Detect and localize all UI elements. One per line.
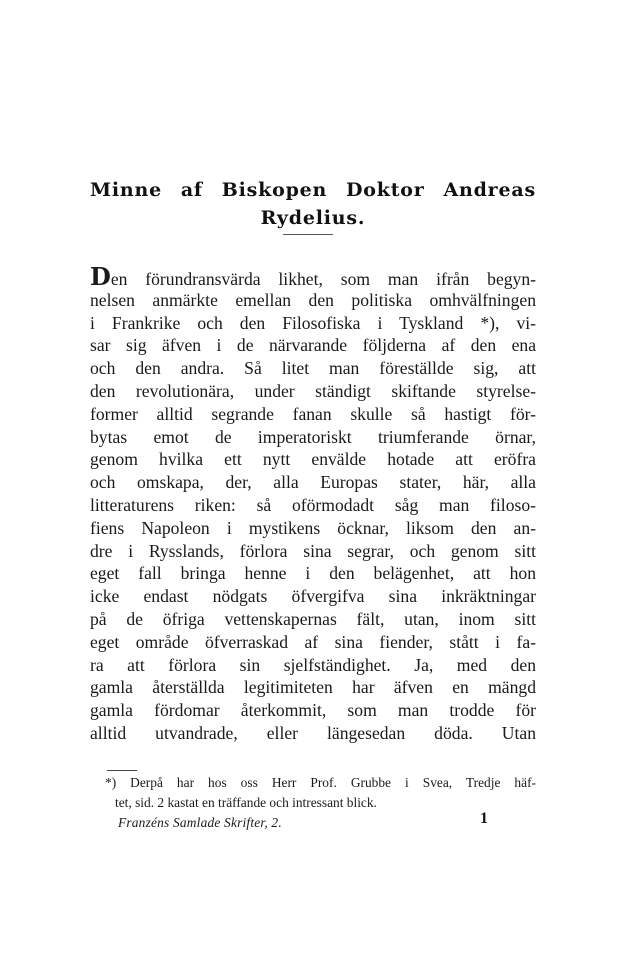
text-line: och den andra. Så litet man föreställde sig, att [90,358,536,379]
text-line: gamla fördomar återkommit, som man trodde för [90,700,536,721]
text-line: fiens Napoleon i mystikens öcknar, liksom den an- [90,517,536,538]
text-line: litteraturens riken: så oförmodadt såg man filoso- [90,494,536,515]
text-line-content: en förundransvärda likhet, som man ifrån begyn- [110,269,536,289]
text-line: icke endast nödgats öfvergifva sina inkräktningar [90,586,536,607]
title-separator-rule [283,234,333,235]
text-line: sar sig äfven i de närvarande följderna af den ena [90,335,536,356]
text-line: och omskapa, der, alla Europas stater, här, alla [90,472,536,493]
text-line: genom hvilka ett nytt envälde hotade att eröfra [90,449,536,470]
text-line: nelsen anmärkte emellan den politiska omhvälfningen [90,289,536,310]
footnote [105,773,536,812]
text-line [90,262,536,291]
chapter-title [90,176,536,232]
text-line: alltid utvandrade, eller längesedan döda. Utan [90,722,536,743]
chapter-title-line-2: Rydelius. [260,207,366,229]
drop-cap: D [90,262,111,291]
text-line: bytas emot de imperatoriskt triumferande örnar, [90,426,536,447]
chapter-title-line-1: Minne af Biskopen Doktor Andreas [90,179,536,201]
body-paragraph [90,262,536,745]
text-line: dre i Rysslands, förlora sina segrar, och genom sitt [90,540,536,561]
text-line: i Frankrike och den Filosofiska i Tyskland *), vi- [90,312,536,333]
text-line: eget fall bringa henne i den belägenhet, att hon [90,563,536,584]
text-line: ra att förlora sin sjelfständighet. Ja, med den [90,654,536,675]
footnote-line-2: tet, sid. 2 kastat en träffande och intressant blick. [115,794,377,810]
footnote-line-1: *) Derpå har hos oss Herr Prof. Grubbe i Svea, Tredje häf- [105,775,536,790]
footnote-separator-rule [107,770,137,771]
text-line: gamla återställda legitimiteten har äfven en mängd [90,677,536,698]
page-number: 1 [480,810,488,827]
text-line: på de öfriga vettenskapernas fält, utan, inom sitt [90,608,536,629]
text-line: former alltid segrande fanan skulle så hastigt för- [90,403,536,424]
printer-signature: Franzéns Samlade Skrifter, 2. [118,815,282,830]
text-line: den revolutionära, under ständigt skiftande styrelse- [90,380,536,401]
text-line: eget område öfverraskad af sina fiender, stått i fa- [90,631,536,652]
